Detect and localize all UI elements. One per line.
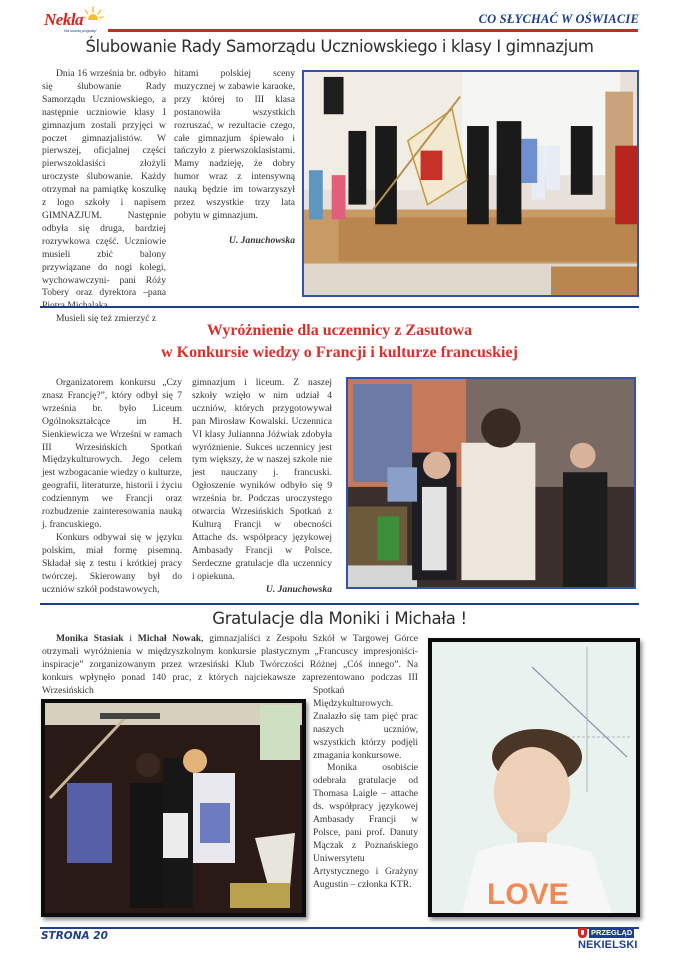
article3-photo-stage bbox=[41, 699, 306, 917]
section-divider bbox=[40, 306, 639, 308]
article1-photo bbox=[302, 70, 639, 297]
article3-title: Gratulacje dla Moniki i Michała ! bbox=[212, 609, 467, 628]
footer-rule bbox=[40, 927, 639, 929]
brand-main: NEKIELSKI bbox=[578, 939, 638, 951]
article2-title bbox=[0, 320, 679, 364]
logo-word: Nekla bbox=[44, 10, 84, 29]
stage-award-photo bbox=[45, 703, 302, 913]
przeglad-nekielski-logo bbox=[578, 928, 640, 954]
article2-col1 bbox=[42, 377, 182, 596]
student-name-michal: Michał Nowak bbox=[137, 633, 202, 644]
section-divider bbox=[40, 603, 639, 605]
header-rule bbox=[108, 29, 638, 32]
article2-title-line1: Wyróżnienie dla uczennicy z Zasutowa bbox=[206, 322, 473, 339]
article3-paragraph: Monika osobiście odebrała gratulacje od Thomasa Laigle – attache ds. współpracy językowej Ambasady Francji w Polsce, pani prof. Danuty Mączak z Poznańskiego Uniwersytetu Artystycznego i Grażyny Augustin – członka KTR. bbox=[313, 762, 418, 890]
article3-photo-portrait bbox=[428, 638, 640, 917]
article1-signature: U. Januchowska bbox=[228, 234, 295, 246]
article3-paragraph: Spotkań Międzykulturowych. Znalazło się tam pięć prac naszych uczniów, wszystkich którzy podjęli zmagania konkursowe. bbox=[313, 685, 418, 761]
flag-ceremony-photo bbox=[304, 72, 637, 295]
lead-join: i bbox=[123, 633, 138, 644]
article1-paragraph: hitami polskiej sceny muzycznej w zabawie karaoke, przy której to III klasa postanowiła wszystkich rozruszać, w rezultacie czego, całe gimnazjum śpiewało i tańczyło z pierwszoklasistami. Mamy nadzieję, że dobry humor wraz z intensywną nauką będzie im towarzyszył przez wszystkie trzy lata pobytu w gimnazjum. bbox=[174, 68, 295, 221]
award-presentation-photo bbox=[348, 379, 634, 587]
article1-title: Ślubowanie Rady Samorządu Uczniowskiego i klasy I gimnazjum bbox=[85, 37, 594, 56]
section-label: CO SŁYCHAĆ W OŚWIACIE bbox=[478, 12, 639, 26]
page-number: STRONA 20 bbox=[41, 930, 108, 942]
svg-text:LOVE: LOVE bbox=[487, 878, 569, 911]
article2-col2 bbox=[192, 377, 332, 596]
article1-paragraph: Dnia 16 września br. odbyło się ślubowanie Rady Samorządu Uczniowskiego, a następnie uczniowie klasy I gimnazjum zostali przyjęci w poczet gimnazjalistów. W pierwszej, oficjalnej części pierwszoklasiści złożyli uroczyste ślubowanie. Każdy otrzymał na pamiątkę koszulkę z logo szkoły i napisem GIMNAZJUM. Następnie odbyła się druga, bardziej rozrywkowa część. Uczniowie musieli zbić balony przywiązane do nogi kolegi, wychowawczyni- pani Róży Tobery oraz dyrektora –pana bbox=[42, 68, 166, 299]
article2-signature: U. Januchowska bbox=[265, 583, 332, 595]
brand-prefix: PRZEGLĄD bbox=[591, 928, 633, 937]
sun-icon bbox=[82, 6, 104, 20]
article2-paragraph: gimnazjum i liceum. Z naszej szkoły wzięło w nim udział 4 uczniów, których przygotowywał pan Mirosław Kowalski. Uczennica VI klasy Juliannna Jóźwiak zdobyła wyróżnienie. Sukces uczennicy jest tym większy, że w naszej szkole nie jest nauczany j. francuski. Ogłoszenie wyników odbyło się 9 września br. Podczas uroczystego otwarcia Wrzesińskich Spotkań z Kulturą Francji w obecności Attache ds. współpracy językowej Ambasady Francji w Polsce. Serdeczne gratulacje dla uczennicy i opiekuna. bbox=[192, 377, 332, 582]
portrait-photo bbox=[432, 642, 636, 913]
student-name-monika: Monika Stasiak bbox=[56, 633, 124, 644]
shield-icon bbox=[578, 928, 587, 938]
article2-paragraph: Organizatorem konkursu „Czy znasz Francję?”, który odbył się 7 września br. było Liceum Ogólnokształcące im H. Sienkiewicza we Wrześni w ramach III Wrzesińskich Spotkań Międzykulturowych. Jego celem jest wzbogacanie wiedzy o kulturze, geografii, literaturze, historii i życiu codziennym we Francji oraz rozbudzenie zainteresowania nauką j. francuskiego. bbox=[42, 377, 182, 530]
article2-paragraph: Konkurs odbywał się w języku polskim, miał formę pisemną. Składał się z testu i krótkiej pracy twórczej. Skierowany był do uczniów szkół podstawowych, bbox=[42, 531, 182, 595]
nekla-logo bbox=[40, 6, 110, 36]
article2-title-line2: w Konkursie wiedzy o Francji i kulturze francuskiej bbox=[161, 344, 518, 361]
logo-tagline: Na każdą pogodę! bbox=[64, 28, 97, 33]
article1-col1 bbox=[42, 68, 166, 326]
lead-text: , gimnazjaliści z Zespołu Szkół w Targowej Górce otrzymali wyróżnienia w międzyszkolnym konkursie plastycznym „Francuscy impresjoniści-inspiracje” zorganizowanym przez wrzesiński Klub Twórczości Różnej „Cóś innego”. Na konkurs wpłynęło ponad 140 prac, z których najciekawsze zaprezentowano podczas III Wrzesińskich bbox=[42, 633, 418, 696]
article3-col bbox=[313, 685, 418, 892]
article1-paragraph: Musieli się też zmierzyć z bbox=[56, 313, 157, 325]
article1-col2 bbox=[174, 68, 295, 248]
article2-photo bbox=[346, 377, 636, 589]
